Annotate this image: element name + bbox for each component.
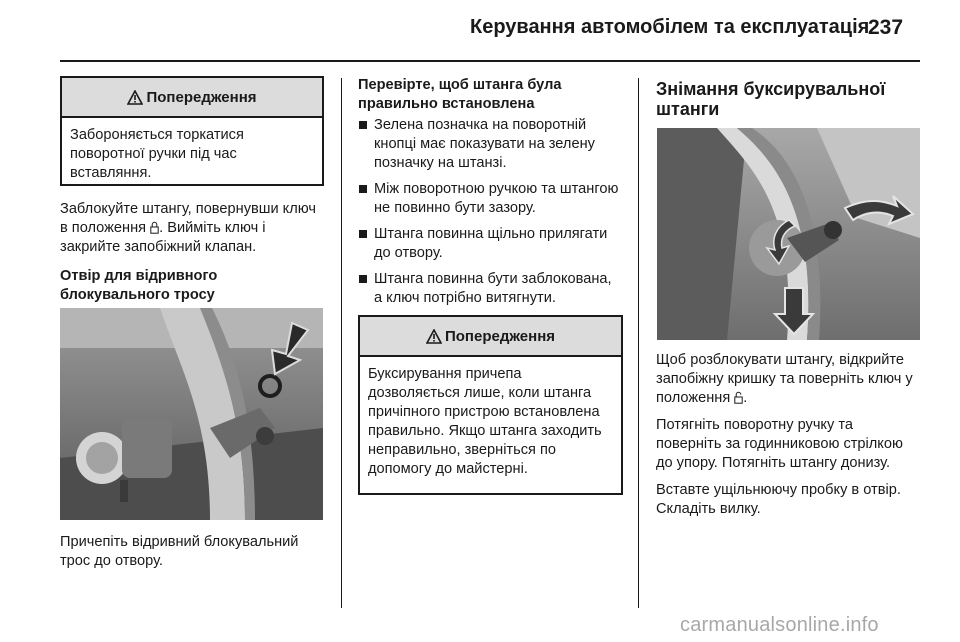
bullet-icon bbox=[359, 230, 367, 238]
header-rule bbox=[60, 60, 920, 62]
check-list bbox=[358, 116, 623, 308]
paragraph: Вставте ущільнюючу пробку в отвір. Складіть вилку. bbox=[656, 482, 901, 517]
warning-triangle-icon bbox=[426, 329, 442, 344]
bullet-icon bbox=[359, 121, 367, 129]
warning-box bbox=[358, 315, 623, 495]
list-item bbox=[358, 225, 623, 263]
list-item bbox=[358, 270, 623, 308]
warning-text: Буксирування причепа дозволяється лише, коли штанга причіпного пристрою встановлена правильно. Якщо штанга заходить неправильно, зверніться по допомогу до майстерні. bbox=[368, 366, 602, 477]
warning-box bbox=[60, 76, 324, 186]
list-item-text: Штанга повинна бути заблокована, а ключ потрібно витягнути. bbox=[374, 271, 612, 306]
warning-triangle-icon bbox=[127, 90, 143, 105]
paragraph-text: Щоб розблокувати штангу, відкрийте запобіжну кришку та поверніть ключ у положення bbox=[656, 352, 913, 406]
warning-title: Попередження bbox=[444, 327, 556, 345]
list-item-text: Штанга повинна щільно прилягати до отвору. bbox=[374, 226, 608, 261]
list-item bbox=[358, 180, 623, 218]
subheading: Отвір для відривного блокувального тросу bbox=[60, 268, 218, 303]
lock-open-icon bbox=[734, 391, 743, 404]
column-right bbox=[656, 79, 920, 119]
column-middle-warning bbox=[358, 315, 623, 495]
column-divider bbox=[638, 78, 639, 608]
paragraph: Потягніть поворотну ручку та поверніть за годинниковою стрілкою до упору. Потягніть штангу донизу. bbox=[656, 417, 903, 471]
warning-text: Забороняється торкатися поворотної ручки під час вставляння. bbox=[70, 127, 244, 181]
photo-towbar-eyelet bbox=[60, 308, 323, 520]
caption-block bbox=[60, 533, 326, 571]
list-item-text: Між поворотною ручкою та штангою не повинно бути зазору. bbox=[374, 181, 619, 216]
warning-header bbox=[62, 78, 322, 118]
section-title: Знімання буксирувальної штанги bbox=[656, 79, 886, 119]
page-number: 237 bbox=[868, 16, 904, 39]
photo-towbar-removal bbox=[657, 128, 920, 340]
list-item bbox=[358, 116, 623, 173]
warning-title: Попередження bbox=[146, 88, 257, 106]
warning-header bbox=[360, 317, 621, 357]
watermark: carmanualsonline.info bbox=[680, 614, 879, 636]
paragraph-text: . bbox=[743, 390, 748, 406]
subheading: Перевірте, щоб штанга була правильно встановлена bbox=[358, 77, 562, 112]
bullet-icon bbox=[359, 185, 367, 193]
header-title: Керування автомобілем та експлуатація bbox=[470, 16, 870, 38]
column-right-text bbox=[656, 351, 920, 519]
column-middle bbox=[358, 76, 623, 315]
column-divider bbox=[341, 78, 342, 608]
paragraph-text: Заблокуйте штангу, повернувши ключ в положення bbox=[60, 201, 316, 236]
paragraph bbox=[656, 351, 920, 408]
paragraph bbox=[60, 200, 324, 257]
paragraph-text: . Вийміть ключ і закрийте запобіжний клапан. bbox=[60, 220, 266, 255]
list-item-text: Зелена позначка на поворотній кнопці має показувати на зелену позначку на штанзі. bbox=[374, 117, 595, 171]
lock-closed-icon bbox=[150, 221, 159, 234]
caption: Причепіть відривний блокувальний трос до отвору. bbox=[60, 534, 299, 569]
column-left bbox=[60, 76, 324, 305]
bullet-icon bbox=[359, 275, 367, 283]
